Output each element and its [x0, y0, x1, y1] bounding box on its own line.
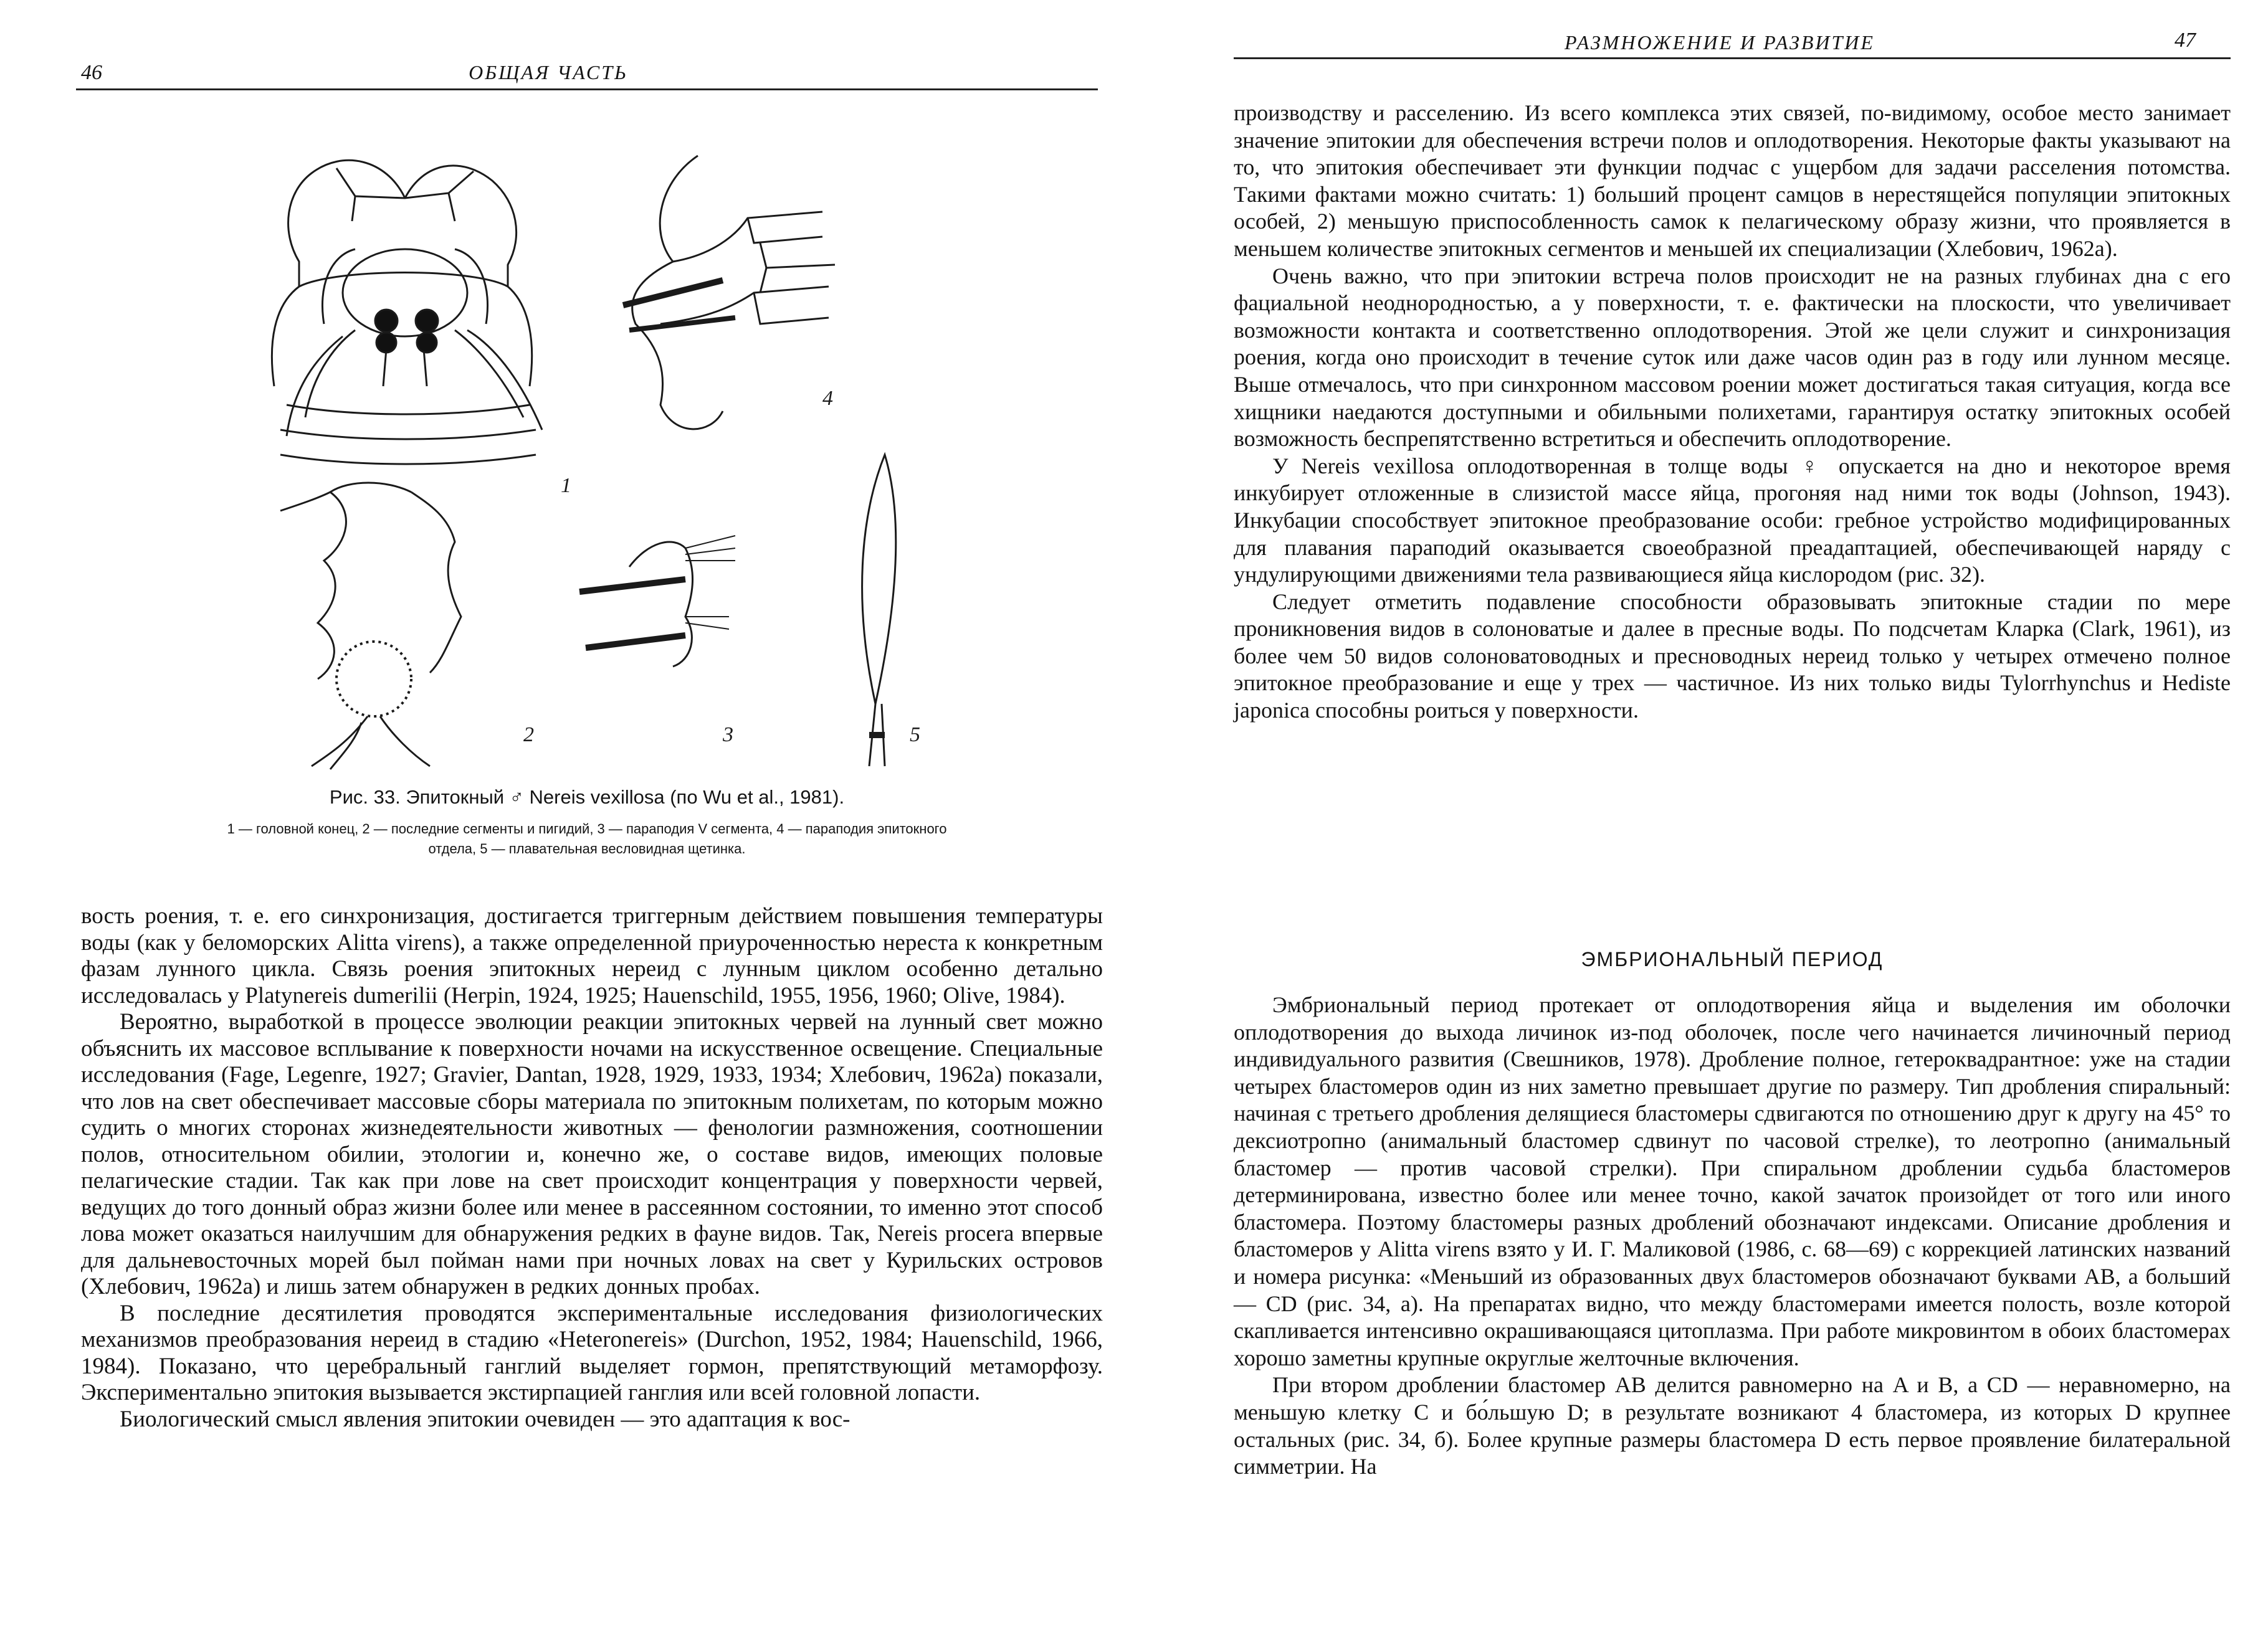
figure-part-5-chaeta — [862, 455, 896, 766]
figure-label-4: 4 — [822, 387, 833, 410]
left-running-head: ОБЩАЯ ЧАСТЬ — [469, 61, 628, 83]
left-header-rule — [76, 88, 1098, 90]
figure-label-2: 2 — [523, 723, 534, 746]
figure-caption-legend-1: 1 — головной конец, 2 — последние сегменты и пигидий, 3 — параподия V сегмента, 4 — параподия эпитокного — [227, 821, 947, 837]
left-paragraph: Вероятно, выработкой в процессе эволюции реакции эпитокных червей на лунный свет можно объяснить их массовое всплывание к поверхности ночами на искусственное освещение. Специальные исследования (Fage, Legenre, 1927; Gravier, Dantan, 1928, 1929, 1933, 1934; Хлебович, 1962a) показали, что лов на свет обеспечивает массовые сборы материала по эпитокным полихетам, по которым можно судить о многих сторонах жизнедеятельности животных — фенологии размножения, соотношении полов, относительном обилии, этологии и, конечно же, о составе видов, имеющих половые пелагические стадии. Так как при лове на свет происходит концентрация у поверхности червей, ведущих до того донный образ жизни более или менее в рассеянном состоянии, то именно этот способ лова может оказаться наилучшим для обнаружения редких в фауне видов. Так, Nereis procera впервые для дальневосточных морей был пойман нами при ночных ловах на свет у Курильских островов (Хлебович, 1962a) и лишь затем обнаружен в редких донных пробах. — [81, 1009, 1103, 1299]
right-page — [1196, 0, 2268, 1632]
left-paragraph: В последние десятилетия проводятся экспериментальные исследования физиологических механизмов преобразования нереид в стадию «Heteronereis» (Durchon, 1952, 1984; Hauenschild, 1966, 1984). Показано, что церебральный ганглий выделяет гормон, препятствующий метаморфозу. Экспериментально эпитокия вызывается экстирпацией ганглия или всей головной лопасти. — [81, 1300, 1103, 1405]
right-paragraph: Эмбриональный период протекает от оплодотворения яйца и выделения им оболочки оплодотворения до выхода личинок из-под оболочек, после чего начинается личиночный период индивидуального развития (Свешников, 1978). Дробление полное, гетероквадрантное: уже на стадии четырех бластомеров один из них заметно превышает другие по размеру. Тип дробления спиральный: начиная с третьего дробления делящиеся бластомеры сдвигаются по отношению друг к другу на 45° то дексиотропно (анимальный бластомер сдвинут по часовой стрелке), то леотропно (анимальный бластомер — против часовой стрелки). При спиральном дроблении судьба бластомеров детерминирована, известно более или менее точно, какой зачаток произойдет от того или иного бластомера. Поэтому бластомеры разных дроблений обозначают индексами. Описание дробления и бластомеров у Alitta virens взято у И. Г. Маликовой (1986, с. 68—69) с коррекцией латинских названий и номера рисунка: «Меньший из образованных двух бластомеров обозначают буквами AB, а больший — CD (рис. 34, а). На препаратах видно, что между бластомерами имеется полость, возле которой скапливается интенсивно окрашивающаяся цитоплазма. При работе микровинтом в обоих бластомерах хорошо заметны крупные округлые желточные включения. — [1234, 992, 2231, 1370]
figure-part-1-head — [272, 160, 542, 464]
figure-33 — [262, 143, 935, 772]
figure-caption-legend-2: отдела, 5 — плавательная весловидная щетинка. — [428, 841, 746, 856]
figure-caption-title: Рис. 33. Эпитокный ♂ Nereis vexillosa (по Wu et al., 1981). — [329, 786, 845, 808]
right-body-text-bottom — [1234, 992, 2231, 1481]
right-running-head: РАЗМНОЖЕНИЕ И РАЗВИТИЕ — [1565, 31, 1875, 54]
figure-part-3-parapodium — [579, 536, 735, 667]
right-header-rule — [1234, 57, 2231, 59]
right-body-text-top — [1234, 100, 2231, 724]
right-paragraph: Очень важно, что при эпитокии встреча полов происходит не на разных глубинах дна с его фациальной неоднородностью, а у поверхности, т. е. фактически на плоскости, что увеличивает возможности контакта и соответственно оплодотворения. Этой же цели служит и синхронизация роения, когда оно происходит в течение суток или даже часов один раз в году или лунном месяце. Выше отмечалось, что при синхронном массовом роении может достигаться такая ситуация, когда все хищники наедаются доступными и обильными полихетами, гарантируя остатку эпитокных особей возможность беспрепятственно встретиться и обеспечить оплодотворение. — [1234, 263, 2231, 452]
figure-part-2-posterior — [280, 483, 461, 769]
figure-label-3: 3 — [723, 723, 733, 746]
figure-label-5: 5 — [910, 723, 920, 746]
figure-label-1: 1 — [561, 474, 571, 497]
left-paragraph: вость роения, т. е. его синхронизация, достигается триггерным действием повышения температуры воды (как у беломорских Alitta virens), а также определенной приуроченностью нереста к конкретным фазам лунного цикла. Связь роения эпитокных нереид с лунным циклом особенно детально исследовалась у Platynereis dumerilii (Herpin, 1924, 1925; Hauenschild, 1955, 1956, 1960; Olive, 1984). — [81, 903, 1103, 1008]
right-paragraph: При втором дроблении бластомер AB делится равномерно на A и B, а CD — неравномерно, на меньшую клетку C и бо́льшую D; в результате возникают 4 бластомера, из которых D крупнее остальных (рис. 34, б). Более крупные размеры бластомера D есть первое проявление билатеральной симметрии. На — [1234, 1372, 2231, 1479]
figure-part-4-parapodium — [623, 156, 835, 429]
left-paragraph: Биологический смысл явления эпитокии очевиден — это адаптация к вос- — [120, 1406, 850, 1432]
left-body-text — [81, 903, 1103, 1433]
right-paragraph: производству и расселению. Из всего комплекса этих связей, по-видимому, особое место занимает значение эпитокии для обеспечения встречи полов и оплодотворения. Некоторые факты указывают на то, что эпитокия обеспечивает эти функции подчас с ущербом для задачи расселения потомства. Такими фактами можно считать: 1) больший процент самцов в нерестящейся популяции эпитокных особей, 2) меньшую приспособленность самок к пелагическому образу жизни, что проявляется в меньшем количестве эпитокных сегментов и меньшей их специализации (Хлебович, 1962a). — [1234, 100, 2231, 261]
right-paragraph: Следует отметить подавление способности образовывать эпитокные стадии по мере проникновения видов в солоноватые и далее в пресные воды. По подсчетам Кларка (Clark, 1961), из более чем 50 видов солоноватоводных и пресноводных нереид только у четырех отмечено полное эпитокное преобразование и еще у трех — частичное. Из них только виды Tylorrhynchus и Hediste japonica способны роиться у поверхности. — [1234, 589, 2231, 723]
left-page-number: 46 — [81, 61, 102, 84]
right-page-number: 47 — [2175, 29, 2196, 52]
right-paragraph: У Nereis vexillosa оплодотворенная в толще воды ♀ опускается на дно и некоторое время инкубирует отложенные в слизистой массе яйца, прогоняя над ними ток воды (Johnson, 1943). Инкубации способствует эпитокное преобразование особи: гребное устройство модифицированных для плавания параподий оказывается своеобразной преадаптацией, обеспечивающей наряду с ундулирующими движениями тела развивающиеся яйца кислородом (рис. 32). — [1234, 453, 2231, 587]
section-title-embryonic-period: ЭМБРИОНАЛЬНЫЙ ПЕРИОД — [1581, 948, 1884, 970]
